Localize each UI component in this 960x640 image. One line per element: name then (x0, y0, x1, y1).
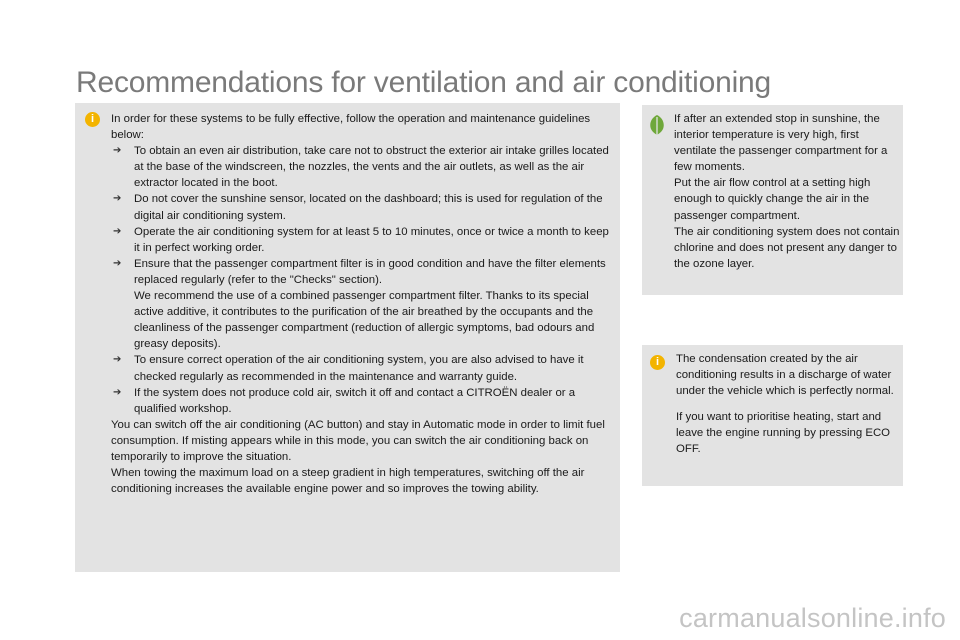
eco-paragraph: Put the air flow control at a setting high enough to quickly change the air in the passenger compartment. (674, 177, 871, 222)
list-item (111, 191, 617, 223)
eco-tip-box (642, 105, 903, 295)
list-item (111, 385, 617, 417)
info-icon: i (650, 355, 665, 370)
condensation-paragraph: The condensation created by the air conditioning results in a discharge of water under the vehicle which is perfectly normal. (676, 353, 894, 398)
leaf-icon (648, 114, 666, 136)
recommendations-box (75, 103, 620, 572)
recommendations-text (111, 111, 617, 497)
arrow-bullet-icon: ➔ (113, 193, 122, 205)
bullet-text: Do not cover the sunshine sensor, located on the dashboard; this is used for regulation of the digital air conditioning system. (134, 193, 603, 222)
bullet-text: To obtain an even air distribution, take care not to obstruct the exterior air intake grilles located at the base of the windscreen, the nozzles, the vents and the air outlets, as well as the air extractor located in the boot. (134, 145, 609, 190)
arrow-bullet-icon: ➔ (113, 145, 122, 157)
page-title: Recommendations for ventilation and air conditioning (76, 66, 772, 99)
heating-paragraph: If you want to prioritise heating, start and leave the engine running by pressing ECO OFF. (676, 411, 891, 456)
ac-off-paragraph: You can switch off the air conditioning (AC button) and stay in Automatic mode in order to limit fuel consumption. If misting appears while in this mode, you can switch the air conditioning back on temporarily to improve the situation. (111, 418, 605, 463)
list-item (111, 256, 617, 353)
towing-paragraph: When towing the maximum load on a steep gradient in high temperatures, switching off the air conditioning increases the available engine power and so improves the towing ability. (111, 467, 585, 496)
intro-text: In order for these systems to be fully effective, follow the operation and maintenance guidelines below: (111, 113, 591, 142)
bullet-text: Ensure that the passenger compartment filter is in good condition and have the filter elements replaced regularly (refer to the "Checks" section). (134, 257, 606, 286)
watermark: carmanualsonline.info (679, 603, 946, 633)
eco-paragraph: The air conditioning system does not contain chlorine and does not present any danger to the ozone layer. (674, 225, 900, 270)
filter-note: We recommend the use of a combined passenger compartment filter. Thanks to its special active additive, it contributes to the purification of the air breathed by the occupants and the cleanliness of the passenger compartment (reduction of allergic symptoms, bad odours and greasy deposits). (134, 290, 595, 351)
arrow-bullet-icon: ➔ (113, 354, 122, 366)
bullet-text: Operate the air conditioning system for at least 5 to 10 minutes, once or twice a month to keep it in perfect working order. (134, 225, 609, 254)
bullet-text: To ensure correct operation of the air conditioning system, you are also advised to have it checked regularly as recommended in the maintenance and warranty guide. (134, 354, 584, 383)
info-icon: i (85, 112, 100, 127)
condensation-box (642, 345, 903, 486)
arrow-bullet-icon: ➔ (113, 257, 122, 269)
arrow-bullet-icon: ➔ (113, 225, 122, 237)
condensation-text (676, 351, 900, 458)
list-item (111, 224, 617, 256)
list-item (111, 143, 617, 191)
arrow-bullet-icon: ➔ (113, 386, 122, 398)
eco-tip-text (674, 111, 902, 272)
bullet-text: If the system does not produce cold air, switch it off and contact a CITROËN dealer or a qualified workshop. (134, 386, 576, 415)
list-item (111, 352, 617, 384)
eco-paragraph: If after an extended stop in sunshine, the interior temperature is very high, first ventilate the passenger compartment for a few moments. (674, 113, 888, 174)
